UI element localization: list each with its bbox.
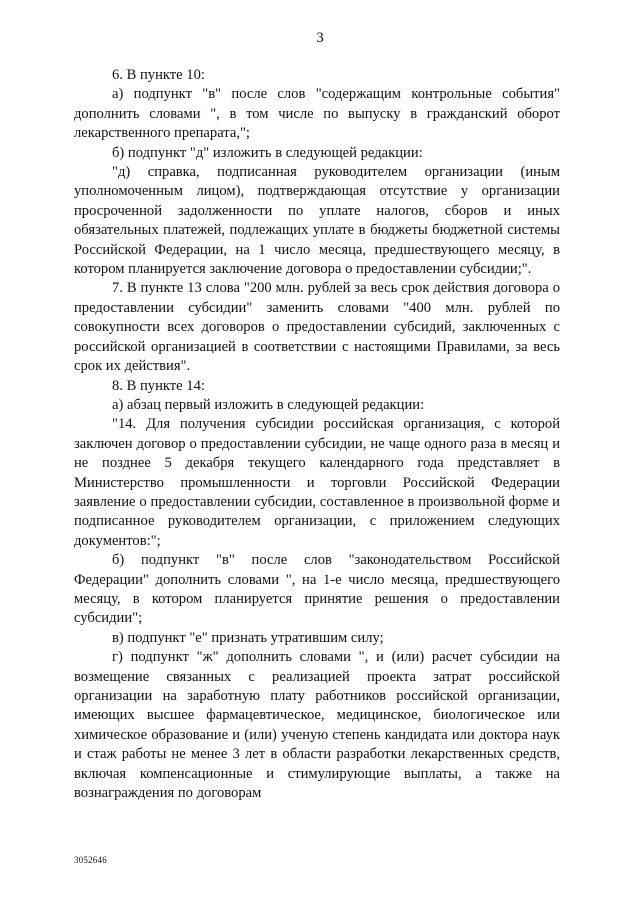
paragraph-subitem-g: г) подпункт "ж" дополнить словами ", и (или) расчет субсидии на возмещение связанных с реализацией проекта затрат российской организации на заработную плату работников российской организации, имеющих высшее фармацевтическое, медицинское, биологическое или химическое образование и (или) ученую степень кандидата или доктора наук и стаж работы не менее 3 лет в области разработки лекарственных средств, включая компенсационные и стимулирующие выплаты, а также на вознаграждения по договорам [74,649,560,802]
paragraph-subitem-a: а) подпункт "в" после слов "содержащим контрольные события" дополнить словами ", в том числе по выпуску в гражданский оборот лекарственного препарата,"; [74,86,560,142]
paragraph-quote-d: "д) справка, подписанная руководителем организации (иным уполномоченным лицом), подтверждающая отсутствие у организации просроченной задолженности по уплате налогов, сборов и иных обязательных платежей, подлежащих уплате в бюджеты бюджетной системы Российской Федерации, на 1 число месяца, предшествующего месяцу, в котором планируется заключение договора о предоставлении субсидии;". [74,164,560,278]
paragraph-quote-14: "14. Для получения субсидии российская организация, с которой заключен договор о предоставлении субсидии, не чаще одного раза в месяц и не позднее 5 декабря текущего календарного года представляет в Министерство промышленности и торговли Российской Федерации заявление о предоставлении субсидии, составленное в произвольной форме и подписанное руководителем организации, с приложением следующих документов:"; [74,416,560,549]
paragraph-subitem-b: б) подпункт "д" изложить в следующей редакции: [112,144,423,161]
document-body [74,66,560,803]
page-number: 3 [316,30,324,46]
paragraph-subitem-v: в) подпункт "е" признать утратившим силу; [112,629,384,646]
paragraph-subitem-b: б) подпункт "в" после слов "законодательством Российской Федерации" дополнить словами ", на 1-е число месяца, предшествующего месяцу, в котором планируется принятие решения о предоставлении субсидии"; [74,552,560,627]
paragraph-item-7: 7. В пункте 13 слова "200 млн. рублей за весь срок действия договора о предоставлении субсидии" заменить словами "400 млн. рублей по совокупности всех договоров о предоставлении субсидий, заключенных с российской организацией в соответствии с настоящими Правилами, за весь срок их действия". [74,280,560,375]
document-code: 3052646 [74,855,107,865]
paragraph-subitem-a: а) абзац первый изложить в следующей редакции: [112,396,425,413]
paragraph-item-6: 6. В пункте 10: [112,67,205,83]
paragraph-item-8: 8. В пункте 14: [112,377,205,394]
